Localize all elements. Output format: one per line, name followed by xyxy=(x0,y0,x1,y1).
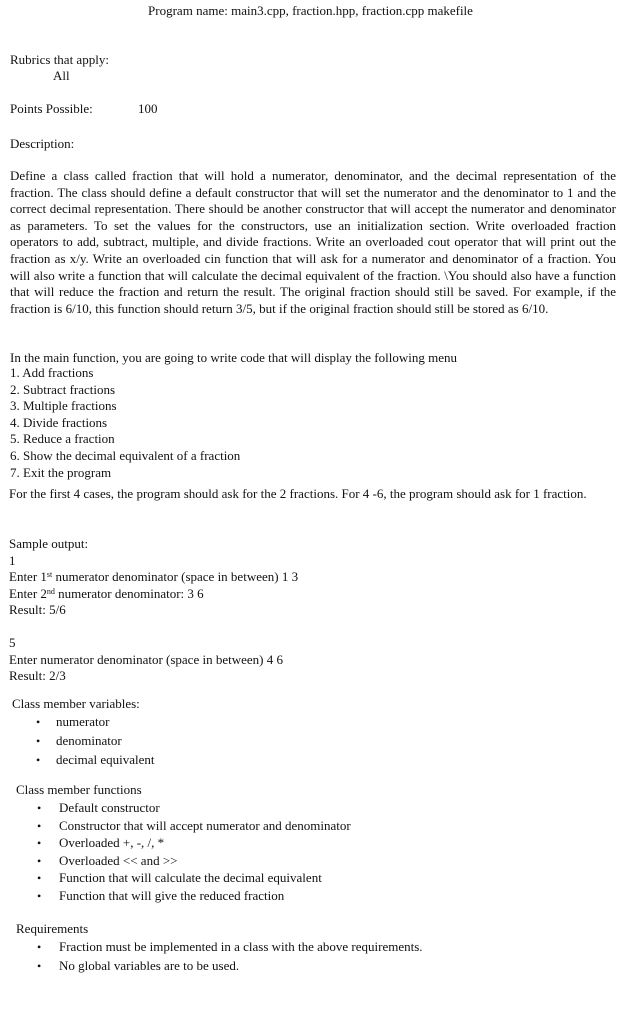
list-item: • Overloaded +, -, /, * xyxy=(37,835,165,851)
menu-item: 4. Divide fractions xyxy=(10,414,108,430)
sample-choice-1: 1 xyxy=(9,553,16,568)
bullet-icon: • xyxy=(37,801,42,815)
bullet-icon: • xyxy=(36,734,41,748)
sample-result-1: Result: 5/6 xyxy=(9,602,66,617)
member-functions-label: Class member functions xyxy=(16,782,142,797)
menu-item: 2. Subtract fractions xyxy=(10,381,116,397)
list-item: • denominator xyxy=(36,733,122,748)
member-variables-list xyxy=(36,714,155,771)
list-item: • decimal equivalent xyxy=(36,752,155,767)
list-item: • numerator xyxy=(36,714,110,729)
sample-line-second-fraction: Enter 2nd numerator denominator: 3 6 xyxy=(9,586,204,601)
menu-list xyxy=(10,365,240,481)
list-item: • Default constructor xyxy=(37,800,160,815)
sample-line-reduce: Enter numerator denominator (space in between) 4 6 xyxy=(9,652,283,667)
list-item: • Constructor that will accept numerator and denominator xyxy=(37,817,351,833)
sample-output-label: Sample output: xyxy=(9,536,89,551)
list-item: • Overloaded << and >> xyxy=(37,852,178,868)
program-name-heading: Program name: main3.cpp, fraction.hpp, fraction.cpp makefile xyxy=(148,3,473,18)
list-item: • Function that will calculate the decimal equivalent xyxy=(37,870,322,886)
bullet-icon: • xyxy=(37,871,42,886)
menu-item: 5. Reduce a fraction xyxy=(10,431,115,447)
bullet-icon: • xyxy=(37,959,42,973)
menu-item: 7. Exit the program xyxy=(10,464,112,480)
description-label: Description: xyxy=(10,136,75,151)
bullet-icon: • xyxy=(37,818,42,833)
list-item: • Function that will give the reduced fraction xyxy=(37,887,285,903)
member-functions-list xyxy=(37,800,351,906)
list-item: • Fraction must be implemented in a class with the above requirements. xyxy=(37,939,423,954)
bullet-icon: • xyxy=(37,940,42,954)
points-label: Points Possible: xyxy=(10,101,93,116)
bullet-icon: • xyxy=(36,753,41,767)
menu-item: 1. Add fractions xyxy=(10,365,94,380)
main-function-intro: In the main function, you are going to write code that will display the following menu xyxy=(10,350,457,365)
requirements-label: Requirements xyxy=(16,921,89,936)
menu-item: 3. Multiple fractions xyxy=(10,398,117,414)
bullet-icon: • xyxy=(36,715,41,729)
list-item: • No global variables are to be used. xyxy=(37,958,240,973)
menu-cases-note: For the first 4 cases, the program should ask for the 2 fractions. For 4 -6, the program should ask for 1 fraction. xyxy=(9,486,587,501)
requirements-list xyxy=(37,939,423,977)
description-paragraph: Define a class called fraction that will hold a numerator, denominator, and the decimal representation of the fraction. The class should define a default constructor that will set the numerator and the denominator to 1 and the correct decimal representation. There should be another constructor that will accept the numerator and denominator as parameters. To set the values for the constructors, use an initialization section. Write overloaded fraction operators to add, subtract, multiple, and divide fractions. Write an overloaded cout operator that will print out the fraction as x/y. Write an overloaded cin function that will ask for a numerator and denominator of a fraction. You will also write a function that will calculate the decimal equivalent of the fraction. \You should also have a function that will reduce the fraction and return the result. The original fraction should still be saved. For example, if the fraction is 6/10, this function should return 3/5, but if the original fraction should still be stored as 6/10. xyxy=(10,168,616,316)
rubrics-label: Rubrics that apply: xyxy=(10,52,109,67)
rubrics-value: All xyxy=(53,68,70,83)
sample-choice-5: 5 xyxy=(9,635,16,650)
member-variables-label: Class member variables: xyxy=(12,696,140,711)
sample-result-2: Result: 2/3 xyxy=(9,668,66,683)
bullet-icon: • xyxy=(37,853,42,868)
menu-item: 6. Show the decimal equivalent of a fraction xyxy=(10,447,241,463)
bullet-icon: • xyxy=(37,888,42,903)
points-value: 100 xyxy=(138,101,158,116)
sample-line-first-fraction: Enter 1st numerator denominator (space in between) 1 3 xyxy=(9,569,299,584)
bullet-icon: • xyxy=(37,836,42,851)
